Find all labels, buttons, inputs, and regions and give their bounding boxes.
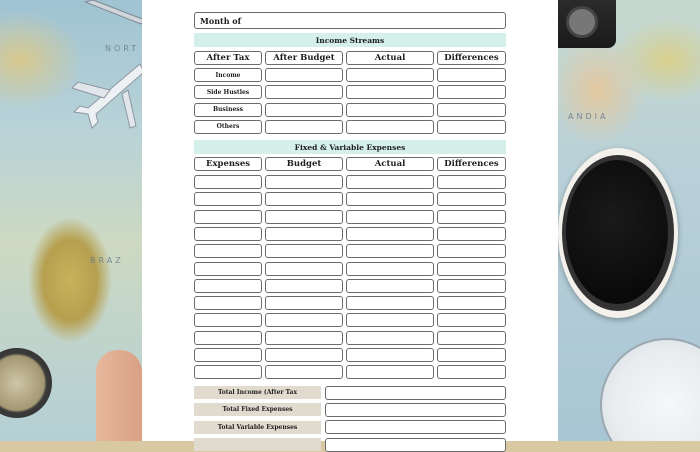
expense-cell-input[interactable] [437,296,506,310]
total-value-input[interactable] [325,420,506,434]
expense-cell-input[interactable] [346,175,434,189]
income-row-label: Business [194,103,262,117]
expense-cell-input[interactable] [437,227,506,241]
expense-cell-input[interactable] [194,365,262,379]
expense-cell-input[interactable] [265,348,343,362]
expense-cell-input[interactable] [346,227,434,241]
total-label: Total Fixed Expenses [194,403,321,416]
map-label-india: ANDIA [568,112,609,121]
expense-cell-input[interactable] [194,313,262,327]
expense-cell-input[interactable] [346,279,434,293]
expense-cell-input[interactable] [346,296,434,310]
expense-cell-input[interactable] [437,192,506,206]
expense-cell-input[interactable] [194,210,262,224]
expense-cell-input[interactable] [265,227,343,241]
total-label-partial [194,438,321,451]
income-column-header: Actual [346,51,434,65]
income-column-header: After Tax [194,51,262,65]
total-value-input[interactable] [325,438,506,452]
expense-cell-input[interactable] [346,365,434,379]
expense-cell-input[interactable] [346,210,434,224]
expense-cell-input[interactable] [437,279,506,293]
total-value-input[interactable] [325,403,506,417]
expense-cell-input[interactable] [437,313,506,327]
income-cell-input[interactable] [265,103,343,117]
income-row-label: Income [194,68,262,82]
expense-cell-input[interactable] [194,262,262,276]
expense-cell-input[interactable] [437,175,506,189]
expense-cell-input[interactable] [265,365,343,379]
month-label: Month of [200,15,242,26]
income-cell-input[interactable] [437,103,506,117]
expense-cell-input[interactable] [265,313,343,327]
hand-image [96,350,142,441]
compass-icon [0,348,52,418]
expense-column-header: Actual [346,157,434,171]
expense-cell-input[interactable] [194,348,262,362]
background-map-right [558,0,700,441]
income-cell-input[interactable] [265,68,343,82]
expense-cell-input[interactable] [346,262,434,276]
income-column-header: After Budget [265,51,343,65]
expense-cell-input[interactable] [265,331,343,345]
background-map-left [0,0,142,441]
expense-column-header: Expenses [194,157,262,171]
expense-cell-input[interactable] [194,279,262,293]
income-streams-title: Income Streams [194,33,506,47]
expense-cell-input[interactable] [437,331,506,345]
total-value-input[interactable] [325,386,506,400]
expense-cell-input[interactable] [265,210,343,224]
expense-cell-input[interactable] [194,331,262,345]
income-cell-input[interactable] [437,85,506,99]
expense-cell-input[interactable] [194,227,262,241]
airplane-icon-top [85,0,142,28]
expense-cell-input[interactable] [437,348,506,362]
map-label-north: NORT [105,44,140,53]
expense-column-header: Budget [265,157,343,171]
expense-cell-input[interactable] [437,262,506,276]
coffee [566,160,668,304]
income-cell-input[interactable] [437,120,506,134]
expense-cell-input[interactable] [437,244,506,258]
expense-cell-input[interactable] [346,192,434,206]
expense-column-header: Differences [437,157,506,171]
expense-cell-input[interactable] [265,192,343,206]
expense-cell-input[interactable] [437,210,506,224]
camera-image [558,0,616,48]
expense-cell-input[interactable] [265,262,343,276]
budget-sheet [142,0,558,441]
income-cell-input[interactable] [346,120,434,134]
expense-cell-input[interactable] [265,296,343,310]
expense-cell-input[interactable] [346,244,434,258]
income-cell-input[interactable] [437,68,506,82]
income-column-header: Differences [437,51,506,65]
income-cell-input[interactable] [265,85,343,99]
airplane-icon [70,60,142,130]
expense-cell-input[interactable] [194,192,262,206]
expense-cell-input[interactable] [194,175,262,189]
expense-cell-input[interactable] [194,296,262,310]
income-row-label: Others [194,120,262,134]
expense-cell-input[interactable] [194,244,262,258]
income-cell-input[interactable] [346,68,434,82]
compass-dial-image [600,338,700,441]
month-field[interactable] [194,12,506,29]
map-label-brazil: BRAZ [90,256,124,265]
expense-cell-input[interactable] [346,331,434,345]
income-cell-input[interactable] [346,103,434,117]
expense-cell-input[interactable] [346,348,434,362]
expense-cell-input[interactable] [265,175,343,189]
expense-cell-input[interactable] [265,244,343,258]
total-label: Total Variable Expenses [194,421,321,434]
expense-cell-input[interactable] [346,313,434,327]
expense-cell-input[interactable] [265,279,343,293]
expenses-title: Fixed & Variable Expenses [194,140,506,154]
income-row-label: Side Hustles [194,85,262,99]
expense-cell-input[interactable] [437,365,506,379]
income-cell-input[interactable] [346,85,434,99]
income-cell-input[interactable] [265,120,343,134]
total-label: Total Income (After Tax [194,386,321,399]
